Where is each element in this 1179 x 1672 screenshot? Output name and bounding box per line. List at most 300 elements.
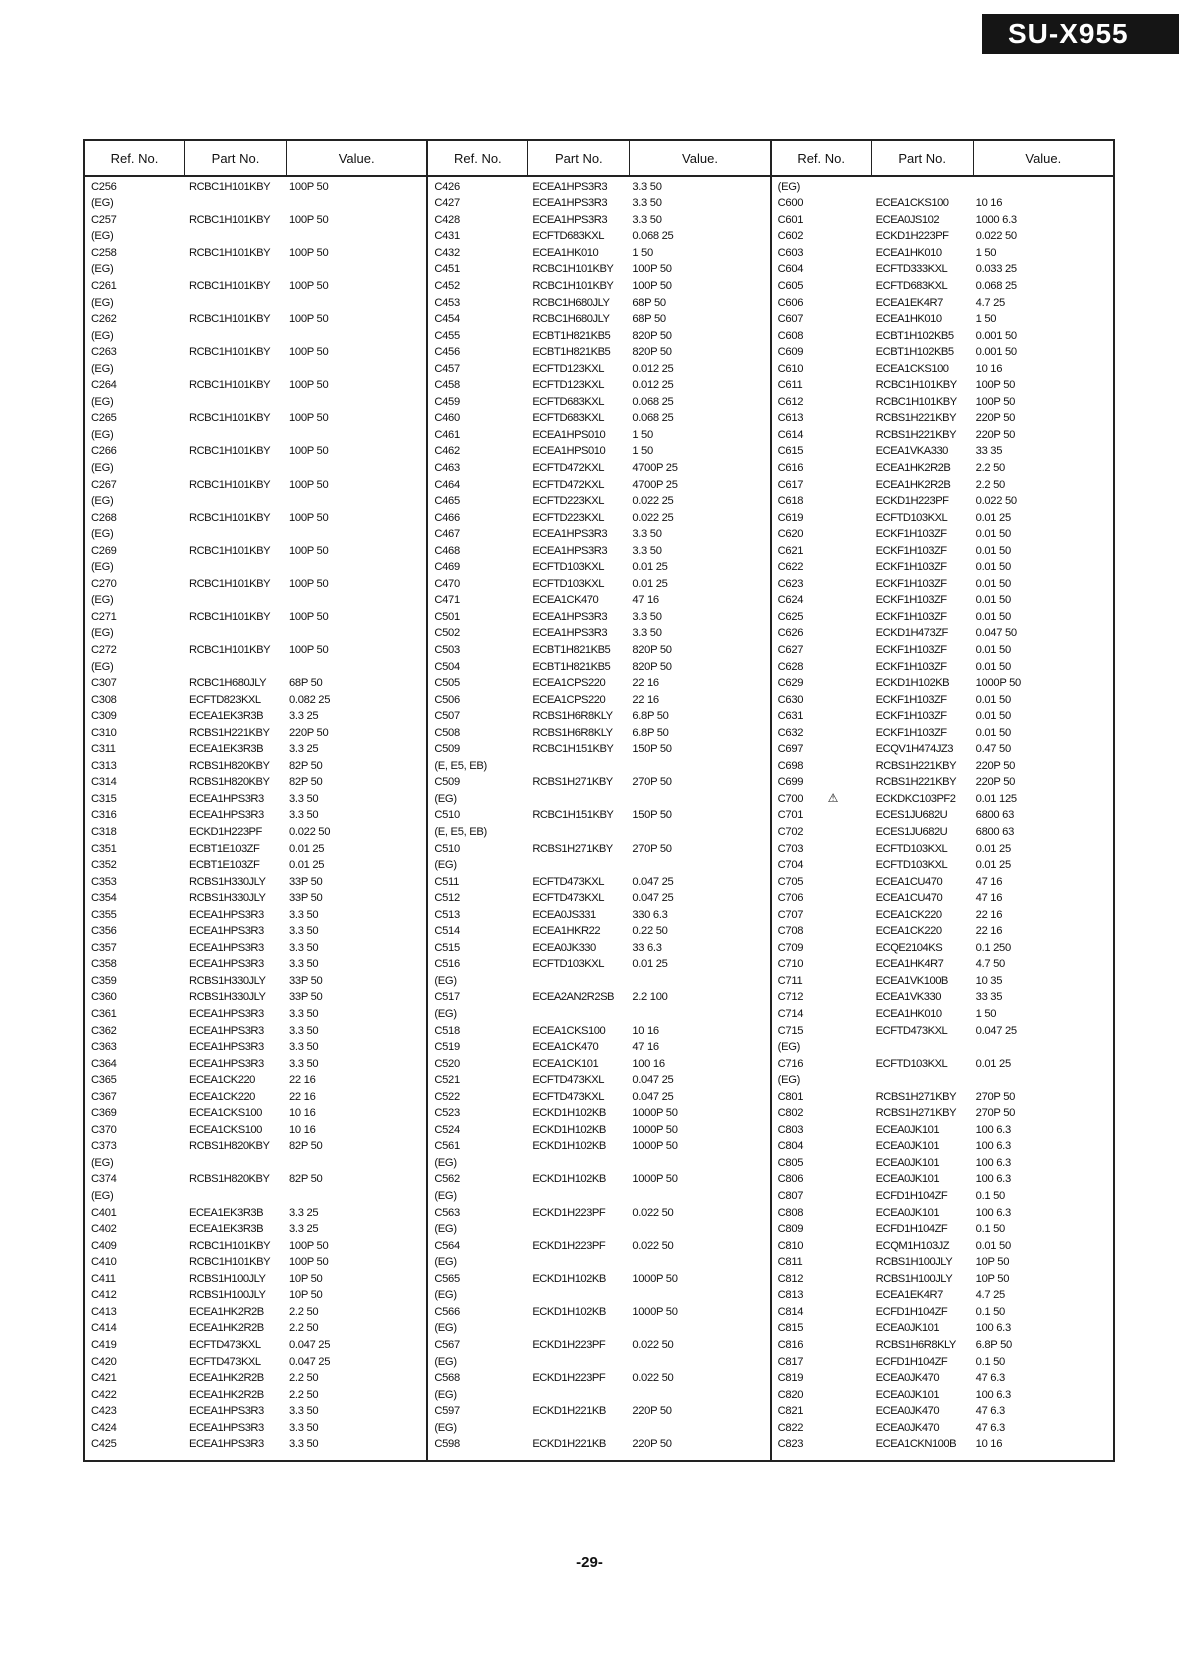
table-row xyxy=(428,1255,769,1272)
part-no-cell: ECKDKC103PF2 xyxy=(875,792,956,805)
part-no-cell: ECFTD473KXL xyxy=(532,1090,604,1103)
table-rows xyxy=(772,177,1113,1453)
ref-no-cell: (EG) xyxy=(91,561,114,574)
table-row xyxy=(772,1288,1113,1305)
value-cell: 3.3 50 xyxy=(632,180,662,193)
ref-no-cell: C619 xyxy=(777,511,804,524)
part-no-cell: ECFTD103KXL xyxy=(532,561,604,574)
ref-no-cell: C266 xyxy=(91,445,117,458)
value-cell: 10 16 xyxy=(632,1024,659,1037)
ref-no-cell: (EG) xyxy=(434,1421,457,1434)
table-header xyxy=(772,141,1113,177)
value-cell: 820P 50 xyxy=(632,346,672,359)
ref-no-cell: C268 xyxy=(91,511,117,524)
part-no-cell: ECKD1H102KB xyxy=(532,1140,606,1153)
table-row xyxy=(85,1420,426,1437)
table-row xyxy=(85,957,426,974)
part-no-cell: ECEA1HPS010 xyxy=(532,428,606,441)
ref-no-cell: C463 xyxy=(434,461,460,474)
part-no-cell: ECBT1H821KB5 xyxy=(532,346,611,359)
ref-no-cell: C628 xyxy=(777,660,804,673)
table-row xyxy=(772,1139,1113,1156)
ref-no-cell: C600 xyxy=(777,197,804,210)
value-cell: 270P 50 xyxy=(975,1107,1016,1120)
table-row xyxy=(428,444,769,461)
table-row xyxy=(85,775,426,792)
ref-no-cell: C318 xyxy=(91,826,117,838)
table-row xyxy=(85,1023,426,1040)
ref-no-cell: C467 xyxy=(434,528,460,541)
value-cell: 3.3 25 xyxy=(289,710,319,723)
table-row xyxy=(428,758,769,775)
part-no-cell: ECES1JU682U xyxy=(875,826,948,838)
part-no-cell: ECEA0JK101 xyxy=(875,1156,940,1169)
ref-no-cell: C357 xyxy=(91,941,117,954)
part-no-cell: ECKF1H103ZF xyxy=(875,643,947,656)
value-cell: 3.3 25 xyxy=(289,1223,319,1236)
ref-no-cell: C801 xyxy=(777,1090,804,1103)
ref-no-cell: C512 xyxy=(434,892,460,905)
ref-no-cell: C602 xyxy=(777,230,804,243)
value-cell: 0.01 50 xyxy=(975,577,1011,590)
value-cell: 0.01 50 xyxy=(975,643,1011,656)
ref-no-cell: C451 xyxy=(434,263,460,276)
part-no-cell: ECEA0JK101 xyxy=(875,1206,940,1219)
table-row xyxy=(428,990,769,1007)
part-no-cell: ECEA1EK4R7 xyxy=(875,1289,943,1302)
value-cell: 82P 50 xyxy=(289,759,323,772)
part-no-cell: ECEA1HPS3R3 xyxy=(532,544,608,557)
table-row xyxy=(772,725,1113,742)
table-row xyxy=(772,196,1113,213)
value-cell: 33 6.3 xyxy=(632,941,662,954)
ref-no-cell: C518 xyxy=(434,1024,460,1037)
part-no-cell: RCBC1H101KBY xyxy=(189,544,271,557)
ref-no-cell: (EG) xyxy=(91,660,114,673)
ref-no-cell: C365 xyxy=(91,1074,117,1087)
ref-no-cell: C699 xyxy=(777,776,804,789)
table-row xyxy=(85,609,426,626)
ref-no-cell: C506 xyxy=(434,693,460,706)
table-row xyxy=(772,841,1113,858)
ref-no-cell: C355 xyxy=(91,908,117,921)
part-no-cell: ECEA0JK470 xyxy=(875,1421,940,1434)
table-row xyxy=(428,1139,769,1156)
ref-no-cell: C626 xyxy=(777,627,804,640)
part-no-cell: ECEA1HK010 xyxy=(875,1008,942,1021)
table-row xyxy=(772,229,1113,246)
ref-no-cell: C522 xyxy=(434,1090,460,1103)
table-row xyxy=(428,394,769,411)
ref-no-cell: C427 xyxy=(434,197,460,210)
part-no-cell: ECEA1EK3R3B xyxy=(189,743,264,756)
value-cell: 100P 50 xyxy=(289,412,329,425)
value-cell: 0.01 50 xyxy=(975,610,1011,623)
value-cell: 0.01 50 xyxy=(975,693,1011,706)
table-row xyxy=(428,1122,769,1139)
ref-no-cell: C817 xyxy=(777,1355,804,1368)
table-row xyxy=(85,1188,426,1205)
ref-no-cell: C514 xyxy=(434,925,460,938)
part-no-cell: ECEA0JK101 xyxy=(875,1173,940,1186)
part-no-cell: ECEA1EK3R3B xyxy=(189,1223,264,1236)
table-section-3 xyxy=(772,141,1113,1460)
table-row xyxy=(772,477,1113,494)
part-no-cell: ECEA1VK330 xyxy=(875,991,941,1004)
value-cell: 0.01 25 xyxy=(975,511,1011,524)
table-row xyxy=(772,1039,1113,1056)
value-cell: 100P 50 xyxy=(289,279,329,292)
table-row xyxy=(772,245,1113,262)
part-no-cell: RCBS1H100JLY xyxy=(189,1272,266,1285)
table-row xyxy=(772,1337,1113,1354)
part-no-cell: RCBC1H101KBY xyxy=(189,478,271,491)
ref-no-cell: C432 xyxy=(434,246,460,259)
value-cell: 1 50 xyxy=(975,246,997,259)
ref-no-cell: C423 xyxy=(91,1405,117,1418)
ref-no-cell: C454 xyxy=(434,313,460,326)
value-cell: 3.3 50 xyxy=(632,544,662,557)
ref-no-cell: C456 xyxy=(434,346,460,359)
table-row xyxy=(772,1188,1113,1205)
part-no-cell: ECEA1HPS3R3 xyxy=(189,792,264,805)
table-row xyxy=(85,278,426,295)
part-no-cell: ECEA0JK470 xyxy=(875,1405,940,1418)
ref-no-cell: C364 xyxy=(91,1057,117,1070)
value-cell: 47 16 xyxy=(975,892,1003,905)
value-cell: 47 16 xyxy=(975,875,1003,888)
part-no-cell: ECKD1H102KB xyxy=(875,677,950,690)
table-row xyxy=(772,675,1113,692)
part-no-cell: RCBC1H101KBY xyxy=(189,346,271,359)
ref-no-cell: C460 xyxy=(434,412,460,425)
value-cell: 220P 50 xyxy=(289,726,329,739)
table-row xyxy=(772,295,1113,312)
table-row xyxy=(85,973,426,990)
table-row xyxy=(772,642,1113,659)
part-no-cell: ECFTD473KXL xyxy=(532,1074,604,1087)
part-no-cell: ECKF1H103ZF xyxy=(875,544,947,557)
ref-no-cell: C359 xyxy=(91,974,117,987)
ref-no-cell: C516 xyxy=(434,958,460,971)
ref-no-cell: C452 xyxy=(434,279,460,292)
ref-no-cell: C561 xyxy=(434,1140,460,1153)
part-no-cell: RCBS1H221KBY xyxy=(875,412,957,425)
value-cell: 0.033 25 xyxy=(975,263,1017,276)
ref-no-cell: C622 xyxy=(777,561,804,574)
part-no-cell: ECEA1HK2R2B xyxy=(875,461,951,474)
ref-no-cell: C352 xyxy=(91,859,117,872)
part-no-cell: RCBC1H151KBY xyxy=(532,743,614,756)
ref-no-cell: (EG) xyxy=(434,859,457,872)
ref-no-cell: C313 xyxy=(91,759,117,772)
table-row xyxy=(772,179,1113,196)
table-row xyxy=(772,1403,1113,1420)
part-no-cell: RCBC1H101KBY xyxy=(189,445,271,458)
value-cell: 3.3 50 xyxy=(632,197,662,210)
part-no-cell: ECEA1VK100B xyxy=(875,974,948,987)
ref-no-cell: C697 xyxy=(777,743,804,756)
value-cell: 0.047 25 xyxy=(632,1074,674,1087)
table-row xyxy=(428,675,769,692)
value-cell: 100 16 xyxy=(632,1057,665,1070)
ref-no-cell: C503 xyxy=(434,643,460,656)
part-no-cell: ECEA0JK101 xyxy=(875,1140,940,1153)
part-no-cell: RCBS1H221KBY xyxy=(875,428,957,441)
table-row xyxy=(85,394,426,411)
ref-no-cell: (EG) xyxy=(91,495,114,508)
table-row xyxy=(428,1106,769,1123)
part-no-cell: ECKD1H223PF xyxy=(875,230,949,243)
value-cell: 100P 50 xyxy=(632,279,672,292)
value-cell: 0.01 25 xyxy=(289,859,325,872)
value-cell: 33P 50 xyxy=(289,892,323,905)
ref-no-cell: C523 xyxy=(434,1107,460,1120)
value-cell: 100P 50 xyxy=(289,346,329,359)
ref-no-cell: C354 xyxy=(91,892,117,905)
table-row xyxy=(428,1238,769,1255)
ref-no-cell: C373 xyxy=(91,1140,117,1153)
table-row xyxy=(85,1172,426,1189)
part-no-cell: ECEA1HPS3R3 xyxy=(189,809,264,822)
value-cell: 820P 50 xyxy=(632,660,672,673)
table-row xyxy=(85,543,426,560)
table-row xyxy=(428,940,769,957)
value-cell: 3.3 50 xyxy=(289,792,319,805)
ref-no-cell: C815 xyxy=(777,1322,804,1335)
part-no-cell: RCBC1H101KBY xyxy=(189,379,271,392)
table-row xyxy=(85,675,426,692)
value-cell: 4700P 25 xyxy=(632,461,678,474)
table-row xyxy=(85,1039,426,1056)
value-cell: 3.3 50 xyxy=(289,1024,319,1037)
part-no-cell: ECEA1HPS3R3 xyxy=(532,197,608,210)
part-no-cell: ECFTD683KXL xyxy=(532,412,604,425)
ref-no-cell: C807 xyxy=(777,1190,804,1203)
value-cell: 10P 50 xyxy=(289,1272,323,1285)
value-cell: 10P 50 xyxy=(289,1289,323,1302)
table-row xyxy=(428,924,769,941)
value-cell: 0.082 25 xyxy=(289,693,331,706)
part-no-cell: ECEA1HPS3R3 xyxy=(189,1057,264,1070)
part-no-cell: ECFTD333KXL xyxy=(875,263,948,276)
value-cell: 100P 50 xyxy=(289,478,329,491)
ref-no-cell: C307 xyxy=(91,677,117,690)
ref-no-cell: C701 xyxy=(777,809,804,822)
table-row xyxy=(772,427,1113,444)
ref-no-cell: C311 xyxy=(91,743,116,756)
part-no-cell: RCBS1H6R8KLY xyxy=(875,1338,956,1351)
table-row xyxy=(85,1238,426,1255)
table-row xyxy=(772,957,1113,974)
ref-no-cell: C617 xyxy=(777,478,804,491)
ref-no-cell: C604 xyxy=(777,263,804,276)
table-row xyxy=(85,295,426,312)
value-cell: 0.01 50 xyxy=(975,561,1011,574)
ref-no-cell: C508 xyxy=(434,726,460,739)
value-cell: 0.01 25 xyxy=(975,1057,1011,1070)
part-no-cell: RCBC1H101KBY xyxy=(875,395,957,408)
header-ref-no: Ref. No. xyxy=(85,141,185,175)
ref-no-cell: C269 xyxy=(91,544,117,557)
ref-no-cell: C261 xyxy=(91,279,117,292)
value-cell: 1 50 xyxy=(975,1008,997,1021)
header-part-no: Part No. xyxy=(872,141,974,175)
part-no-cell: ECFTD683KXL xyxy=(532,395,604,408)
part-no-cell: RCBC1H680JLY xyxy=(532,313,610,326)
ref-no-cell: (EG) xyxy=(777,1041,801,1054)
ref-no-cell: C608 xyxy=(777,329,804,342)
value-cell: 0.068 25 xyxy=(632,395,674,408)
table-row xyxy=(428,1073,769,1090)
table-row xyxy=(85,344,426,361)
value-cell: 3.3 50 xyxy=(289,1438,319,1451)
part-no-cell: RCBC1H101KBY xyxy=(532,279,614,292)
ref-no-cell: C470 xyxy=(434,577,460,590)
ref-no-cell: C706 xyxy=(777,892,804,905)
table-section-1 xyxy=(85,141,428,1460)
table-row xyxy=(428,775,769,792)
ref-no-cell: C816 xyxy=(777,1338,804,1351)
table-row xyxy=(85,229,426,246)
table-row xyxy=(85,1403,426,1420)
ref-no-cell: C803 xyxy=(777,1123,804,1136)
table-row xyxy=(85,361,426,378)
part-no-cell: ECKD1H102KB xyxy=(532,1107,606,1120)
value-cell: 0.01 50 xyxy=(975,1239,1011,1252)
ref-no-cell: C615 xyxy=(777,445,804,458)
value-cell: 100P 50 xyxy=(289,511,329,524)
table-row xyxy=(85,1073,426,1090)
ref-no-cell: C374 xyxy=(91,1173,117,1186)
value-cell: 3.3 50 xyxy=(289,958,319,971)
value-cell: 150P 50 xyxy=(632,809,672,822)
ref-no-cell: (EG) xyxy=(777,1074,801,1087)
part-no-cell: RCBS1H221KBY xyxy=(875,759,957,772)
table-row xyxy=(428,725,769,742)
ref-no-cell: C609 xyxy=(777,346,804,359)
ref-no-cell: C411 xyxy=(91,1272,116,1285)
warning-triangle-icon: ⚠ xyxy=(827,790,839,805)
table-row xyxy=(85,1288,426,1305)
table-row xyxy=(85,328,426,345)
table-row xyxy=(428,245,769,262)
value-cell: 100P 50 xyxy=(975,379,1016,392)
part-no-cell: ECEA1HPS3R3 xyxy=(532,627,608,640)
ref-no-cell: C509 xyxy=(434,776,460,789)
ref-no-cell: C314 xyxy=(91,776,117,789)
ref-no-cell: C606 xyxy=(777,296,804,309)
part-no-cell: ECFTD473KXL xyxy=(189,1355,261,1368)
part-no-cell: ECEA1CK220 xyxy=(875,908,942,921)
table-row xyxy=(85,411,426,428)
ref-no-cell: C468 xyxy=(434,544,460,557)
value-cell: 0.22 50 xyxy=(632,925,668,938)
table-row xyxy=(772,1073,1113,1090)
value-cell: 47 16 xyxy=(632,594,659,607)
part-no-cell: ECFTD103KXL xyxy=(875,1057,948,1070)
value-cell: 0.1 50 xyxy=(975,1305,1005,1318)
part-no-cell: ECEA1CKS100 xyxy=(532,1024,606,1037)
value-cell: 270P 50 xyxy=(632,842,672,855)
table-row xyxy=(85,758,426,775)
table-row xyxy=(428,609,769,626)
part-no-cell: ECKD1H221KB xyxy=(532,1405,606,1418)
ref-no-cell: C431 xyxy=(434,230,460,243)
table-row xyxy=(428,510,769,527)
ref-no-cell: C469 xyxy=(434,561,460,574)
ref-no-cell: C712 xyxy=(777,991,804,1004)
ref-no-cell: C705 xyxy=(777,875,804,888)
part-no-cell: RCBS1H221KBY xyxy=(875,776,957,789)
table-row xyxy=(772,1221,1113,1238)
part-no-cell: ECFTD683KXL xyxy=(532,230,604,243)
ref-no-cell: C421 xyxy=(91,1372,117,1385)
table-row xyxy=(85,791,426,808)
value-cell: 0.012 25 xyxy=(632,362,674,375)
table-row xyxy=(772,394,1113,411)
table-row xyxy=(772,990,1113,1007)
table-row xyxy=(428,1304,769,1321)
table-row xyxy=(85,990,426,1007)
value-cell: 100P 50 xyxy=(289,379,329,392)
value-cell: 22 16 xyxy=(975,908,1003,921)
part-no-cell: ECEA1HPS3R3 xyxy=(532,528,608,541)
table-row xyxy=(428,1221,769,1238)
table-row xyxy=(772,973,1113,990)
part-no-cell: ECKD1H221KB xyxy=(532,1438,606,1451)
ref-no-cell: C310 xyxy=(91,726,117,739)
value-cell: 100P 50 xyxy=(289,1239,329,1252)
table-row xyxy=(85,245,426,262)
table-row xyxy=(428,957,769,974)
value-cell: 0.01 25 xyxy=(632,577,668,590)
table-row xyxy=(772,1387,1113,1404)
ref-no-cell: C519 xyxy=(434,1041,460,1054)
ref-no-cell: C351 xyxy=(91,842,117,855)
table-row xyxy=(428,493,769,510)
part-no-cell: RCBC1H101KBY xyxy=(189,610,271,623)
table-row xyxy=(428,278,769,295)
header-value: Value. xyxy=(338,150,375,166)
value-cell: 0.022 50 xyxy=(632,1206,674,1219)
ref-no-cell: C425 xyxy=(91,1438,117,1451)
value-cell: 3.3 50 xyxy=(632,610,662,623)
ref-no-cell: (E, E5, EB) xyxy=(434,826,487,838)
ref-no-cell: C517 xyxy=(434,991,460,1004)
part-no-cell: ECFD1H104ZF xyxy=(875,1355,948,1368)
part-no-cell: ECEA1HPS3R3 xyxy=(189,941,264,954)
ref-no-cell: C262 xyxy=(91,313,117,326)
value-cell: 0.047 25 xyxy=(632,1090,674,1103)
ref-no-cell: C315 xyxy=(91,792,117,805)
table-row xyxy=(85,179,426,196)
table-row xyxy=(772,262,1113,279)
part-no-cell: ECFTD473KXL xyxy=(189,1338,261,1351)
value-cell: 0.01 50 xyxy=(975,528,1011,541)
part-no-cell: ECKD1H473ZF xyxy=(875,627,948,640)
part-no-cell: ECFTD103KXL xyxy=(875,859,948,872)
ref-no-cell: C613 xyxy=(777,412,804,425)
table-row xyxy=(428,361,769,378)
value-cell: 0.01 25 xyxy=(632,561,668,574)
table-row xyxy=(772,808,1113,825)
value-cell: 0.01 50 xyxy=(975,544,1011,557)
value-cell: 100 6.3 xyxy=(975,1206,1011,1219)
table-row xyxy=(85,1370,426,1387)
part-no-cell: RCBC1H101KBY xyxy=(189,213,271,226)
table-row xyxy=(428,742,769,759)
